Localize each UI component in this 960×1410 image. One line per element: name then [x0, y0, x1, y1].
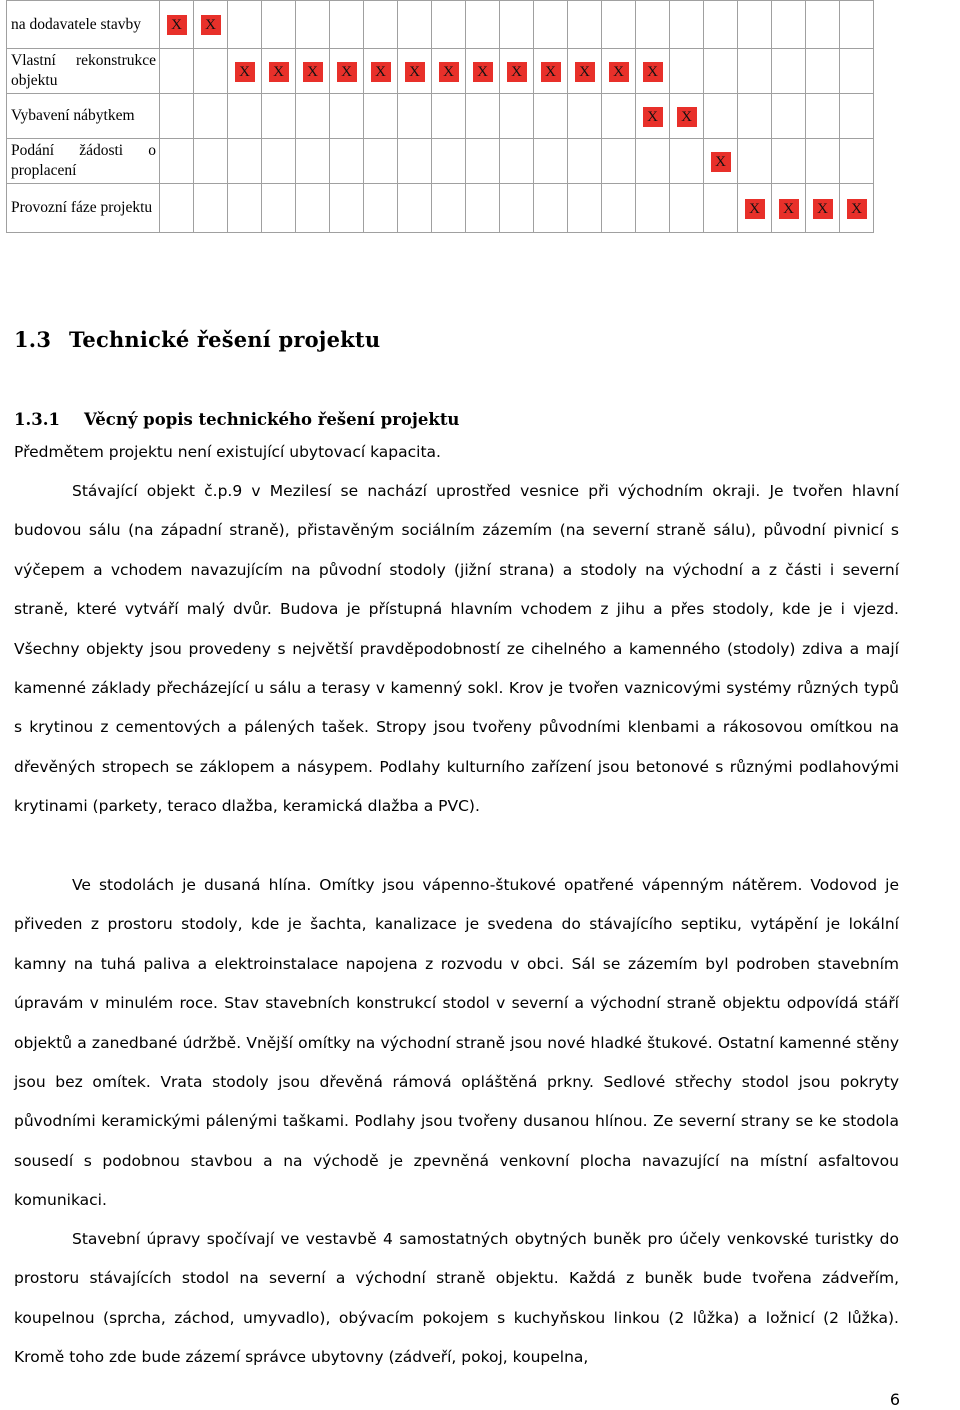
schedule-cell: [772, 1, 806, 49]
schedule-cell: [262, 94, 296, 139]
schedule-cell: [262, 184, 296, 233]
schedule-mark: X: [847, 199, 867, 219]
schedule-cell: [704, 1, 738, 49]
schedule-cell: [296, 49, 330, 94]
schedule-cell: [636, 1, 670, 49]
schedule-cell: [738, 139, 772, 184]
schedule-cell: [160, 49, 194, 94]
schedule-cell: [330, 1, 364, 49]
schedule-cell: [738, 94, 772, 139]
schedule-row-label: na dodavatele stavby: [7, 1, 160, 49]
schedule-row-label: Podání žádosti o proplacení: [7, 139, 160, 184]
schedule-cell: [432, 139, 466, 184]
schedule-cell: [194, 94, 228, 139]
schedule-cell: [738, 184, 772, 233]
schedule-cell: [194, 49, 228, 94]
schedule-cell: [500, 49, 534, 94]
schedule-cell: [704, 184, 738, 233]
schedule-cell: [602, 1, 636, 49]
schedule-cell: [670, 139, 704, 184]
schedule-cell: [466, 49, 500, 94]
schedule-cell: [840, 139, 874, 184]
schedule-cell: [670, 49, 704, 94]
schedule-cell: [568, 49, 602, 94]
schedule-cell: [500, 1, 534, 49]
schedule-cell: [466, 184, 500, 233]
schedule-cell: [602, 184, 636, 233]
section-title: Technické řešení projektu: [69, 327, 381, 352]
schedule-cell: [806, 1, 840, 49]
schedule-row-label: Provozní fáze projektu: [7, 184, 160, 233]
schedule-mark: X: [711, 152, 731, 172]
section-heading: [14, 327, 380, 352]
schedule-cell: [534, 1, 568, 49]
schedule-cell: [772, 184, 806, 233]
schedule-cell: [568, 94, 602, 139]
schedule-cell: [602, 49, 636, 94]
subsection-title: Věcný popis technického řešení projektu: [84, 410, 460, 429]
schedule-cell: [738, 1, 772, 49]
schedule-cell: [670, 94, 704, 139]
schedule-table: [6, 0, 874, 233]
page-number: 6: [889, 1390, 900, 1409]
schedule-cell: [432, 94, 466, 139]
schedule-cell: [364, 94, 398, 139]
schedule-row: [7, 139, 874, 184]
schedule-row: [7, 1, 874, 49]
schedule-cell: [670, 1, 704, 49]
schedule-cell: [500, 94, 534, 139]
schedule-cell: [500, 184, 534, 233]
schedule-cell: [432, 1, 466, 49]
schedule-mark: X: [337, 62, 357, 82]
schedule-cell: [194, 1, 228, 49]
schedule-cell: [806, 184, 840, 233]
schedule-mark: X: [473, 62, 493, 82]
schedule-mark: X: [779, 199, 799, 219]
schedule-cell: [636, 94, 670, 139]
schedule-cell: [296, 94, 330, 139]
schedule-cell: [466, 1, 500, 49]
schedule-cell: [738, 49, 772, 94]
schedule-mark: X: [439, 62, 459, 82]
schedule-cell: [840, 94, 874, 139]
schedule-mark: X: [677, 107, 697, 127]
schedule-cell: [568, 139, 602, 184]
schedule-cell: [704, 49, 738, 94]
schedule-cell: [330, 184, 364, 233]
schedule-cell: [296, 184, 330, 233]
schedule-cell: [534, 49, 568, 94]
schedule-cell: [806, 94, 840, 139]
schedule-cell: [704, 94, 738, 139]
schedule-cell: [568, 1, 602, 49]
schedule-cell: [228, 94, 262, 139]
schedule-cell: [398, 94, 432, 139]
paragraph-existing-building: Stávající objekt č.p.9 v Mezilesí se nachází uprostřed vesnice při východním okraji. Je tvořen hlavní budovou sálu (na západní straně), přistavěným sociálním zázemím (na severní straně sálu), původní pivnicí s výčepem a vchodem navazujícím na původní stodoly (jižní strana) a stodoly na východní a z části i severní straně, které vytváří malý dvůr. Budova je přístupná hlavním vchodem z jihu a přes stodoly, kde je i vjezd. Všechny objekty jsou provedeny s největší pravděpodobností ze cihelného a kamenného (stodoly) zdiva a mají kamenné základy přecházející u sálu a terasy v kamenný sokl. Krov je tvořen vaznicovými systémy různých typů s krytinou z cementových a pálených tašek. Stropy jsou tvořeny původními klenbami a rákosovou omítkou na dřevěných stropech se záklopem a násypem. Podlahy kulturního zařízení jsou betonové s různými podlahovými krytinami (parkety, teraco dlažba, keramická dlažba a PVC).: [14, 482, 899, 816]
schedule-cell: [568, 184, 602, 233]
schedule-cell: [636, 139, 670, 184]
schedule-cell: [772, 49, 806, 94]
schedule-row-label: Vybavení nábytkem: [7, 94, 160, 139]
schedule-mark: X: [575, 62, 595, 82]
schedule-cell: [636, 184, 670, 233]
subsection-heading: [14, 410, 459, 429]
schedule-cell: [364, 49, 398, 94]
schedule-mark: X: [643, 107, 663, 127]
schedule-cell: [398, 139, 432, 184]
schedule-cell: [806, 139, 840, 184]
schedule-mark: X: [371, 62, 391, 82]
schedule-row-label: Vlastní rekonstrukce objektu: [7, 49, 160, 94]
schedule-cell: [670, 184, 704, 233]
schedule-cell: [228, 49, 262, 94]
schedule-cell: [330, 94, 364, 139]
schedule-cell: [772, 139, 806, 184]
schedule-cell: [160, 94, 194, 139]
schedule-cell: [806, 49, 840, 94]
schedule-cell: [364, 184, 398, 233]
schedule-mark: X: [235, 62, 255, 82]
schedule-cell: [500, 139, 534, 184]
paragraph-construction-works: Stavební úpravy spočívají ve vestavbě 4 samostatných obytných buněk pro účely venkovské turistky do prostoru stávajících stodol na severní a východní straně objektu. Každá z buněk bude tvořena zádveřím, koupelnou (sprcha, záchod, umyvadlo), obývacím pokojem s kuchyňskou linkou (2 lůžka) a ložnicí (2 lůžka). Kromě toho zde bude zázemí správce ubytovny (zádveří, pokoj, koupelna,: [14, 1230, 899, 1367]
schedule-cell: [534, 94, 568, 139]
schedule-cell: [636, 49, 670, 94]
schedule-cell: [296, 1, 330, 49]
schedule-cell: [194, 184, 228, 233]
schedule-cell: [398, 184, 432, 233]
schedule-row: [7, 94, 874, 139]
schedule-cell: [262, 139, 296, 184]
schedule-cell: [160, 1, 194, 49]
schedule-cell: [330, 139, 364, 184]
schedule-cell: [602, 139, 636, 184]
paragraph-barns: Ve stodolách je dusaná hlína. Omítky jsou vápenno-štukové opatřené vápenným nátěrem. Vodovod je přiveden z prostoru stodoly, kde je šachta, kanalizace je svedena do stávajícího septiku, vytápění je lokální kamny na tuhá paliva a elektroinstalace napojena z rozvodu v obci. Sál se zázemím byl podroben stavebním úpravám v minulém roce. Stav stavebních konstrukcí stodol v severní a východní straně objektu odpovídá stáří objektů a zanedbané údržbě. Vnější omítky na východní straně jsou nové hladké štukové. Ostatní kamenné stěny jsou bez omítek. Vrata stodoly jsou dřevěná rámová opláštěná prkny. Sedlové střechy stodol jsou pokryty původními keramickými pálenými taškami. Podlahy jsou tvořeny dusanou hlínou. Ze severní strany se ke stodola sousedí s podobnou stavbou a na východě je zpevněná venkovní plocha navazující na místní asfaltovou komunikaci.: [14, 876, 899, 1210]
schedule-cell: [296, 139, 330, 184]
schedule-cell: [398, 49, 432, 94]
schedule-cell: [432, 184, 466, 233]
schedule-cell: [534, 184, 568, 233]
schedule-cell: [840, 1, 874, 49]
schedule-mark: X: [269, 62, 289, 82]
schedule-mark: X: [541, 62, 561, 82]
schedule-mark: X: [201, 15, 221, 35]
schedule-cell: [364, 139, 398, 184]
schedule-cell: [228, 184, 262, 233]
schedule-mark: X: [745, 199, 765, 219]
paragraph-intro: Předmětem projektu není existující ubytovací kapacita.: [14, 443, 441, 461]
schedule-cell: [228, 139, 262, 184]
schedule-cell: [534, 139, 568, 184]
schedule-cell: [194, 139, 228, 184]
schedule-mark: X: [643, 62, 663, 82]
subsection-number: 1.3.1: [14, 410, 60, 429]
schedule-cell: [840, 49, 874, 94]
schedule-cell: [228, 1, 262, 49]
schedule-cell: [432, 49, 466, 94]
schedule-mark: X: [507, 62, 527, 82]
schedule-row: [7, 184, 874, 233]
schedule-mark: X: [303, 62, 323, 82]
schedule-cell: [160, 139, 194, 184]
schedule-cell: [466, 94, 500, 139]
schedule-cell: [398, 1, 432, 49]
schedule-mark: X: [167, 15, 187, 35]
schedule-cell: [160, 184, 194, 233]
schedule-mark: X: [405, 62, 425, 82]
schedule-cell: [466, 139, 500, 184]
schedule-cell: [840, 184, 874, 233]
schedule-mark: X: [609, 62, 629, 82]
schedule-cell: [262, 49, 296, 94]
schedule-cell: [602, 94, 636, 139]
schedule-cell: [704, 139, 738, 184]
schedule-cell: [364, 1, 398, 49]
schedule-cell: [262, 1, 296, 49]
section-number: 1.3: [14, 327, 52, 352]
schedule-mark: X: [813, 199, 833, 219]
schedule-cell: [772, 94, 806, 139]
schedule-row: [7, 49, 874, 94]
schedule-cell: [330, 49, 364, 94]
